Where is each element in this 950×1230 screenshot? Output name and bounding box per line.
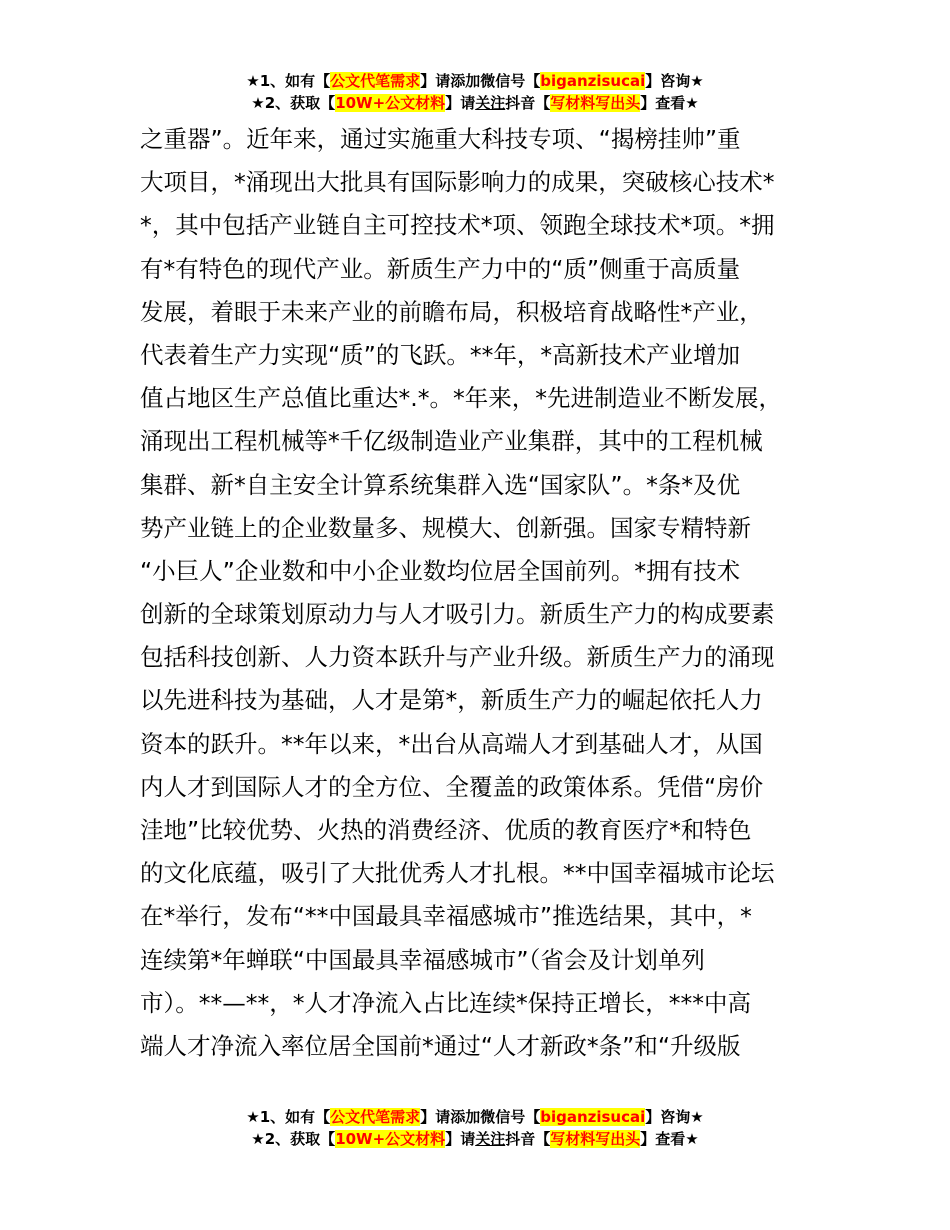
body-line: 的文化底蕴，吸引了大批优秀人才扎根。**中国幸福城市论坛 [140,859,775,888]
body-line: 集群、新*自主安全计算系统集群入选“国家队”。*条*及优 [140,470,741,499]
banner-text: 】请添加微信号【 [420,72,541,90]
body-line: 涌现出工程机械等*千亿级制造业产业集群，其中的工程机械 [140,427,763,456]
banner-text: 】查看★ [640,1130,699,1148]
body-line: 大项目，*涌现出大批具有国际影响力的成果，突破核心技术* [140,168,775,197]
banner-line-1 [0,1106,950,1128]
banner-text: 】查看★ [640,94,699,112]
header-banner [0,70,950,114]
highlight-text: biganzisucai [540,1108,646,1126]
highlight-text: 公文代笔需求 [330,1108,421,1126]
banner-text: ★1、如有【 [246,72,331,90]
underlined-text: 关注 [475,94,506,112]
underlined-text: 关注 [475,1130,506,1148]
body-line: 代表着生产力实现“质”的飞跃。**年，*高新技术产业增加 [140,340,741,369]
body-line: *，其中包括产业链自主可控技术*项、领跑全球技术*项。*拥 [140,211,775,240]
body-line: 有*有特色的现代产业。新质生产力中的“质”侧重于高质量 [140,254,741,283]
body-line: 创新的全球策划原动力与人才吸引力。新质生产力的构成要素 [140,600,775,629]
banner-text: 】请添加微信号【 [420,1108,541,1126]
highlight-text: 写材料写出头 [550,94,641,112]
body-line: 之重器”。近年来，通过实施重大科技专项、“揭榜挂帅”重 [140,125,741,153]
document-body [140,118,840,1068]
banner-text: 】请 [445,1130,476,1148]
body-line: 市）。**—**，*人才净流入占比连续*保持正增长，***中高 [140,988,751,1017]
body-line: 端人才净流入率位居全国前*通过“人才新政*条”和“升级版 [140,1031,741,1060]
body-line: 发展，着眼于未来产业的前瞻布局，积极培育战略性*产业， [140,297,763,326]
body-line: 洼地”比较优势、火热的消费经济、优质的教育医疗*和特色 [140,816,752,844]
body-line: 值占地区生产总值比重达*.*。*年来，*先进制造业不断发展， [140,384,782,413]
highlight-text: 10W+公文材料 [335,94,446,112]
banner-text: 抖音【 [505,94,551,112]
banner-text: 】咨询★ [645,72,704,90]
banner-text: 】咨询★ [645,1108,704,1126]
banner-line-1 [0,70,950,92]
highlight-text: 10W+公文材料 [335,1130,446,1148]
banner-line-2 [0,1128,950,1150]
body-line: 包括科技创新、人力资本跃升与产业升级。新质生产力的涌现 [140,643,775,672]
body-line: “小巨人”企业数和中小企业数均位居全国前列。*拥有技术 [140,556,741,585]
highlight-text: 写材料写出头 [550,1130,641,1148]
banner-text: 抖音【 [505,1130,551,1148]
footer-banner [0,1106,950,1150]
banner-text: ★2、获取【 [251,1130,336,1148]
body-line: 连续第*年蝉联“中国最具幸福感城市”（省会及计划单列 [140,945,705,974]
body-line: 势产业链上的企业数量多、规模大、创新强。国家专精特新 [140,513,751,542]
body-line: 在*举行，发布“**中国最具幸福感城市”推选结果，其中，* [140,902,752,931]
highlight-text: biganzisucai [540,72,646,90]
banner-text: ★1、如有【 [246,1108,331,1126]
banner-text: ★2、获取【 [251,94,336,112]
body-line: 资本的跃升。**年以来，*出台从高端人才到基础人才，从国 [140,729,763,758]
banner-line-2 [0,92,950,114]
banner-text: 】请 [445,94,476,112]
body-line: 以先进科技为基础，人才是第*，新质生产力的崛起依托人力 [140,686,763,715]
highlight-text: 公文代笔需求 [330,72,421,90]
body-line: 内人才到国际人才的全方位、全覆盖的政策体系。凭借“房价 [140,772,764,801]
